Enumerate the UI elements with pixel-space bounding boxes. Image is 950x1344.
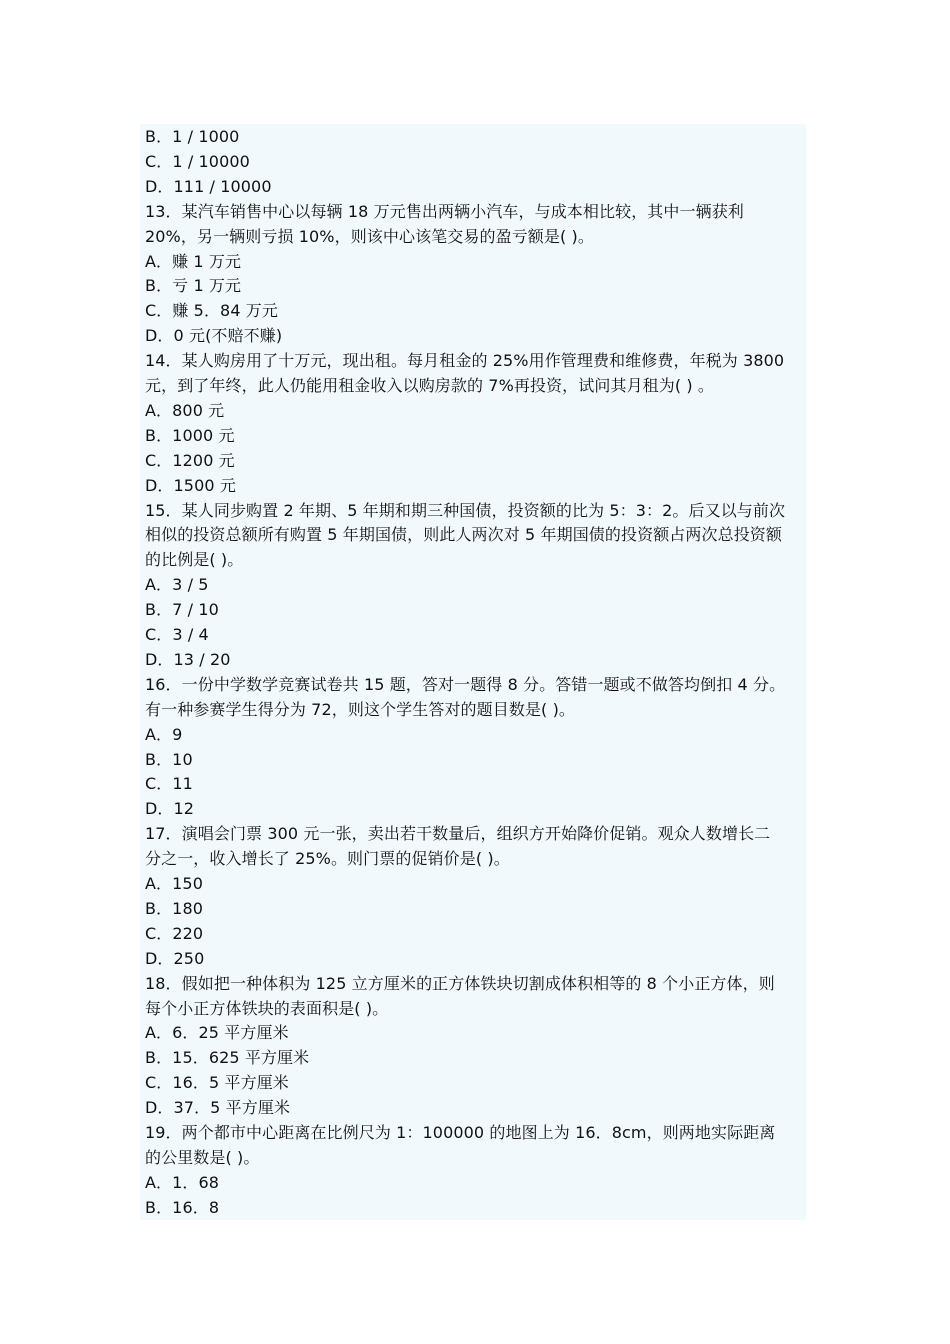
text-line: 元，到了年终，此人仍能用租金收入以购房款的 7%再投资，试问其月租为( ) 。: [145, 376, 715, 395]
text-line: 15．某人同步购置 2 年期、5 年期和期三种国债，投资额的比为 5：3：2。后又以与前次: [145, 500, 786, 520]
text-line: D．1500 元: [145, 475, 236, 495]
text-line: A．9: [145, 724, 183, 744]
text-line: C．3 / 4: [145, 625, 209, 644]
text-line: 有一种参赛学生得分为 72，则这个学生答对的题目数是( )。: [145, 699, 576, 719]
text-line: 19．两个都市中心距离在比例尺为 1：100000 的地图上为 16．8cm，则两地实际距离: [145, 1123, 776, 1142]
text-line: 18．假如把一种体积为 125 立方厘米的正方体铁块切割成体积相等的 8 个小正方体，则: [145, 973, 775, 993]
text-line: 14．某人购房用了十万元，现出租。每月租金的 25%用作管理费和维修费，年税为 3800: [145, 351, 785, 371]
text-line: C．11: [145, 774, 193, 794]
text-line: 每个小正方体铁块的表面积是( )。: [145, 998, 389, 1018]
text-line: B．15．625 平方厘米: [145, 1048, 310, 1068]
text-line: 13．某汽车销售中心以每辆 18 万元售出两辆小汽车，与成本相比较，其中一辆获利: [145, 201, 744, 221]
text-line: C．1 / 10000: [145, 151, 250, 171]
text-line: A．800 元: [145, 400, 225, 420]
text-line: B．16．8: [145, 1197, 220, 1217]
text-line: A．6．25 平方厘米: [145, 1023, 289, 1043]
text-line: B．180: [145, 898, 204, 918]
text-line: D．37．5 平方厘米: [145, 1098, 291, 1118]
text-line: D．250: [145, 948, 205, 968]
text-line: B．10: [145, 749, 193, 769]
text-line: 的比例是( )。: [145, 550, 244, 570]
text-line: B．7 / 10: [145, 600, 219, 620]
text-line: C．16．5 平方厘米: [145, 1073, 289, 1093]
text-line: A．赚 1 万元: [145, 251, 242, 271]
text-line: D．13 / 20: [145, 649, 231, 669]
text-line: B．亏 1 万元: [145, 276, 242, 296]
text-line: C．1200 元: [145, 450, 235, 470]
text-line: A．1．68: [145, 1172, 220, 1192]
text-line: A．150: [145, 874, 203, 893]
text-line: 17．演唱会门票 300 元一张，卖出若干数量后，组织方开始降价促销。观众人数增长二: [145, 824, 771, 844]
text-line: B．1000 元: [145, 425, 235, 445]
text-line: A．3 / 5: [145, 575, 209, 595]
text-line: 的公里数是( )。: [145, 1147, 260, 1167]
text-line: 相似的投资总额所有购置 5 年期国债，则此人两次对 5 年期国债的投资额占两次总投资额: [145, 525, 783, 545]
text-line: 20%，另一辆则亏损 10%，则该中心该笔交易的盈亏额是( )。: [145, 226, 594, 246]
text-line: C．赚 5．84 万元: [145, 301, 278, 321]
text-line: C．220: [145, 923, 204, 943]
text-line: 16．一份中学数学竞赛试卷共 15 题，答对一题得 8 分。答错一题或不做答均倒扣 4 分。: [145, 674, 786, 694]
text-line: D．0 元(不赔不赚): [145, 326, 283, 346]
text-line: 分之一，收入增长了 25%。则门票的促销价是( )。: [145, 849, 510, 869]
text-line: D．12: [145, 799, 195, 819]
text-line: B．1 / 1000: [145, 127, 240, 146]
text-line: D．111 / 10000: [145, 176, 272, 196]
